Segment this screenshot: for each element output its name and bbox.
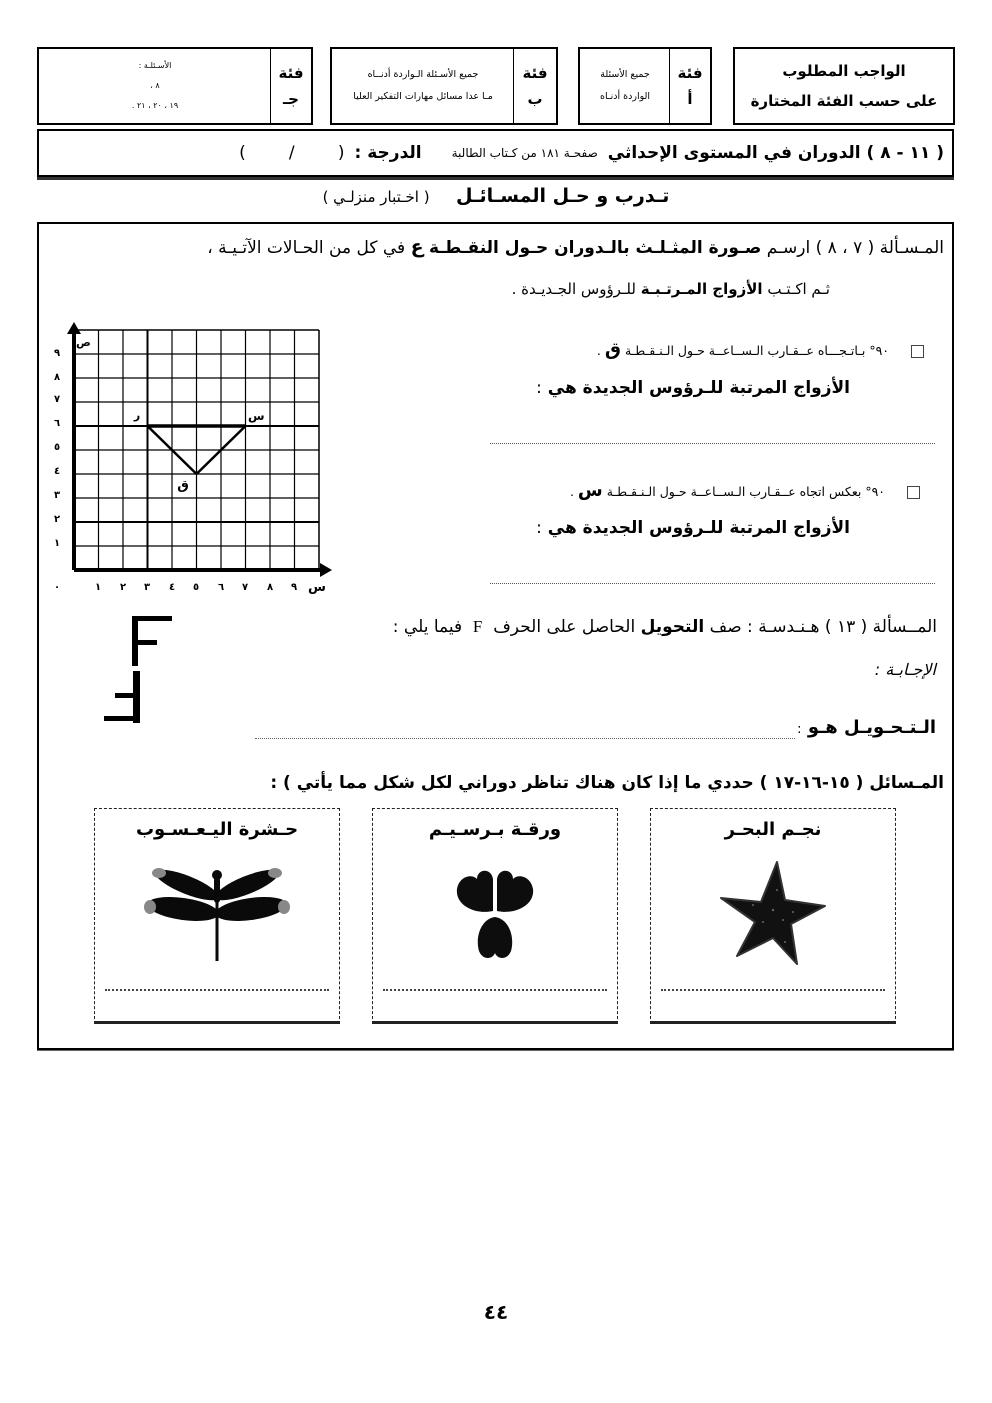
category-b-label: فئة bbox=[522, 64, 548, 82]
option-2-pairs-text: الأزواج المرتبة للـرؤوس الجديدة هي bbox=[547, 518, 850, 538]
question-7-8-line1 bbox=[207, 236, 944, 258]
option-1-pairs-label bbox=[536, 378, 850, 398]
clover-title: ورقـة بـرسـيـم bbox=[428, 819, 562, 840]
grade-field[interactable]: ( / ) bbox=[239, 143, 345, 163]
transformation-text: الـتـحـويـل هـو bbox=[807, 717, 936, 738]
transformation-answer-line[interactable] bbox=[255, 738, 795, 739]
category-a-desc-line2: الواردة أدنـاه bbox=[599, 91, 651, 102]
letter-f-figure bbox=[104, 613, 176, 723]
option-clockwise bbox=[597, 339, 924, 360]
transformation-colon: : bbox=[797, 722, 802, 737]
x-tick-3: ٣ bbox=[143, 582, 151, 593]
option-2-end: . bbox=[569, 484, 574, 499]
dragonfly-answer-line[interactable] bbox=[105, 989, 329, 991]
dragonfly-image bbox=[95, 857, 339, 972]
x-tick-4: ٤ bbox=[168, 582, 176, 593]
starfish-answer-line[interactable] bbox=[661, 989, 885, 991]
x-tick-5: ٥ bbox=[192, 582, 200, 593]
option-2-colon: : bbox=[536, 518, 542, 538]
category-a-label-cell bbox=[670, 49, 710, 123]
x-tick-9: ٩ bbox=[290, 582, 298, 593]
option-2-text: بعكس اتجاه عــقـارب الـســاعــة حـول الـنـقـطـة bbox=[606, 484, 862, 499]
category-c-desc-line2: ٨ ، bbox=[150, 81, 160, 90]
category-a-desc-line1: جميع الأسئلة bbox=[600, 69, 650, 80]
clover-icon bbox=[445, 865, 545, 965]
q78-line2-bold: الأزواج المـرتـبـة bbox=[640, 280, 763, 298]
category-b-desc-line2: مـا عدا مسائل مهارات التفكير العليا bbox=[353, 91, 493, 102]
option-2-degree: ٩٠° bbox=[865, 484, 886, 499]
x-tick-2: ٢ bbox=[119, 582, 127, 593]
required-line2: على حسب الفئة المختارة bbox=[750, 92, 938, 110]
vertex-q-label: ق bbox=[177, 478, 189, 493]
grid-svg bbox=[50, 322, 335, 602]
question-13 bbox=[393, 617, 937, 637]
q13-end: فيما يلي : bbox=[392, 617, 463, 637]
q78-intro: المـسـألة ( ٧ ، ٨ ) ارسـم bbox=[766, 238, 944, 258]
lesson-title-bar bbox=[37, 129, 954, 177]
origin-label: ٠ bbox=[53, 582, 61, 593]
checkbox-option-1[interactable] bbox=[911, 345, 924, 358]
option-2-point: س bbox=[577, 480, 603, 501]
starfish-icon bbox=[713, 860, 833, 970]
x-axis-label: س bbox=[308, 580, 326, 595]
checkbox-option-2[interactable] bbox=[907, 486, 920, 499]
y-tick-8: ٨ bbox=[53, 372, 61, 383]
option-1-colon: : bbox=[536, 378, 542, 398]
q78-bold: صـورة المثـلـث بالـدوران حـول النقـطـة bbox=[428, 238, 762, 258]
card-dragonfly bbox=[94, 808, 340, 1024]
x-tick-8: ٨ bbox=[266, 582, 274, 593]
category-a-box bbox=[578, 47, 712, 125]
option-1-end: . bbox=[596, 343, 601, 358]
y-tick-5: ٥ bbox=[53, 442, 61, 453]
q13-intro: المــسألة ( ١٣ ) هـنـدسـة : صف bbox=[709, 617, 937, 637]
page-number: ٤٤ bbox=[483, 1300, 509, 1324]
category-b-box bbox=[330, 47, 558, 125]
option-1-point: ق bbox=[604, 339, 621, 360]
y-tick-7: ٧ bbox=[53, 394, 61, 405]
category-c-desc-line3: ١٩ ، ٢٠ ، ٢١ . bbox=[131, 101, 179, 110]
x-tick-6: ٦ bbox=[217, 582, 225, 593]
option-1-degree: ٩٠° bbox=[869, 343, 890, 358]
y-tick-4: ٤ bbox=[53, 466, 61, 477]
vertex-r-label: ر bbox=[133, 409, 141, 422]
coordinate-grid[interactable] bbox=[50, 322, 335, 602]
category-a-label: فئة bbox=[677, 64, 703, 82]
q78-line2-start: ثـم اكـتـب bbox=[767, 280, 830, 298]
q13-tail: الحاصل على الحرف bbox=[493, 617, 636, 637]
y-tick-3: ٣ bbox=[53, 490, 61, 501]
x-tick-7: ٧ bbox=[241, 582, 249, 593]
q78-line2-end: للـرؤوس الجـديـدة . bbox=[511, 280, 636, 298]
category-b-letter: ب bbox=[527, 90, 543, 108]
option-1-text: بـاتـجـــاه عــقـارب الـســاعــة حـول الـنـقـطـة bbox=[624, 343, 866, 358]
question-15-17: المـسائل ( ١٥-١٦-١٧ ) حددي ما إذا كان هناك تناظر دوراني لكل شكل مما يأتي ) : bbox=[270, 773, 944, 793]
category-a-letter: أ bbox=[687, 90, 693, 108]
category-c-box bbox=[37, 47, 313, 125]
subtitle-main: تـدرب و حـل المسـائـل bbox=[456, 185, 670, 207]
y-tick-6: ٦ bbox=[53, 418, 61, 429]
f-transform-icon bbox=[104, 613, 176, 723]
y-tick-9: ٩ bbox=[53, 348, 61, 359]
clover-answer-line[interactable] bbox=[383, 989, 607, 991]
category-c-label: فئة bbox=[278, 64, 304, 82]
transformation-label bbox=[797, 717, 936, 738]
question-7-8-line2 bbox=[512, 280, 830, 298]
option-2-pairs-label bbox=[536, 518, 850, 538]
y-axis-label: ص bbox=[76, 336, 91, 349]
grade-label: الدرجة : bbox=[354, 143, 422, 163]
lesson-title: ( ١١ - ٨ ) الدوران في المستوى الإحداثي bbox=[607, 143, 944, 163]
card-clover bbox=[372, 808, 618, 1024]
q13-bold: التحويل bbox=[640, 617, 705, 637]
answer-line-option-2[interactable] bbox=[490, 583, 935, 584]
required-line1: الواجب المطلوب bbox=[782, 62, 906, 80]
q78-point: ع bbox=[410, 236, 424, 258]
category-c-letter: جـ bbox=[283, 90, 299, 108]
answer-line-option-1[interactable] bbox=[490, 443, 935, 444]
category-c-desc-line1: الأسـئلـة : bbox=[138, 61, 172, 70]
dragonfly-title: حـشرة اليـعـسـوب bbox=[135, 819, 299, 840]
clover-image bbox=[373, 857, 617, 972]
category-b-desc-line1: جميع الأسـئلة الـواردة أدنــاه bbox=[367, 69, 479, 80]
vertex-s-label: س bbox=[248, 409, 265, 423]
q78-tail: في كل من الحـالات الآتـيـة ، bbox=[207, 238, 406, 258]
x-tick-1: ١ bbox=[94, 582, 102, 593]
section-subtitle bbox=[0, 185, 992, 207]
subtitle-home-test: ( اخـتبار منزلـي ) bbox=[322, 188, 430, 206]
dragonfly-icon bbox=[137, 865, 297, 965]
y-tick-2: ٢ bbox=[53, 514, 61, 525]
card-starfish bbox=[650, 808, 896, 1024]
page-reference: صفحـة ١٨١ من كـتاب الطالبة bbox=[451, 146, 598, 160]
required-homework-box bbox=[733, 47, 955, 125]
answer-label: الإجـابـة : bbox=[874, 660, 936, 679]
starfish-image bbox=[651, 857, 895, 972]
starfish-title: نجـم البحـر bbox=[724, 819, 822, 840]
option-counterclockwise bbox=[570, 480, 920, 501]
y-tick-1: ١ bbox=[53, 538, 61, 549]
q13-letter: F bbox=[472, 617, 483, 636]
option-1-pairs-text: الأزواج المرتبة للـرؤوس الجديدة هي bbox=[547, 378, 850, 398]
